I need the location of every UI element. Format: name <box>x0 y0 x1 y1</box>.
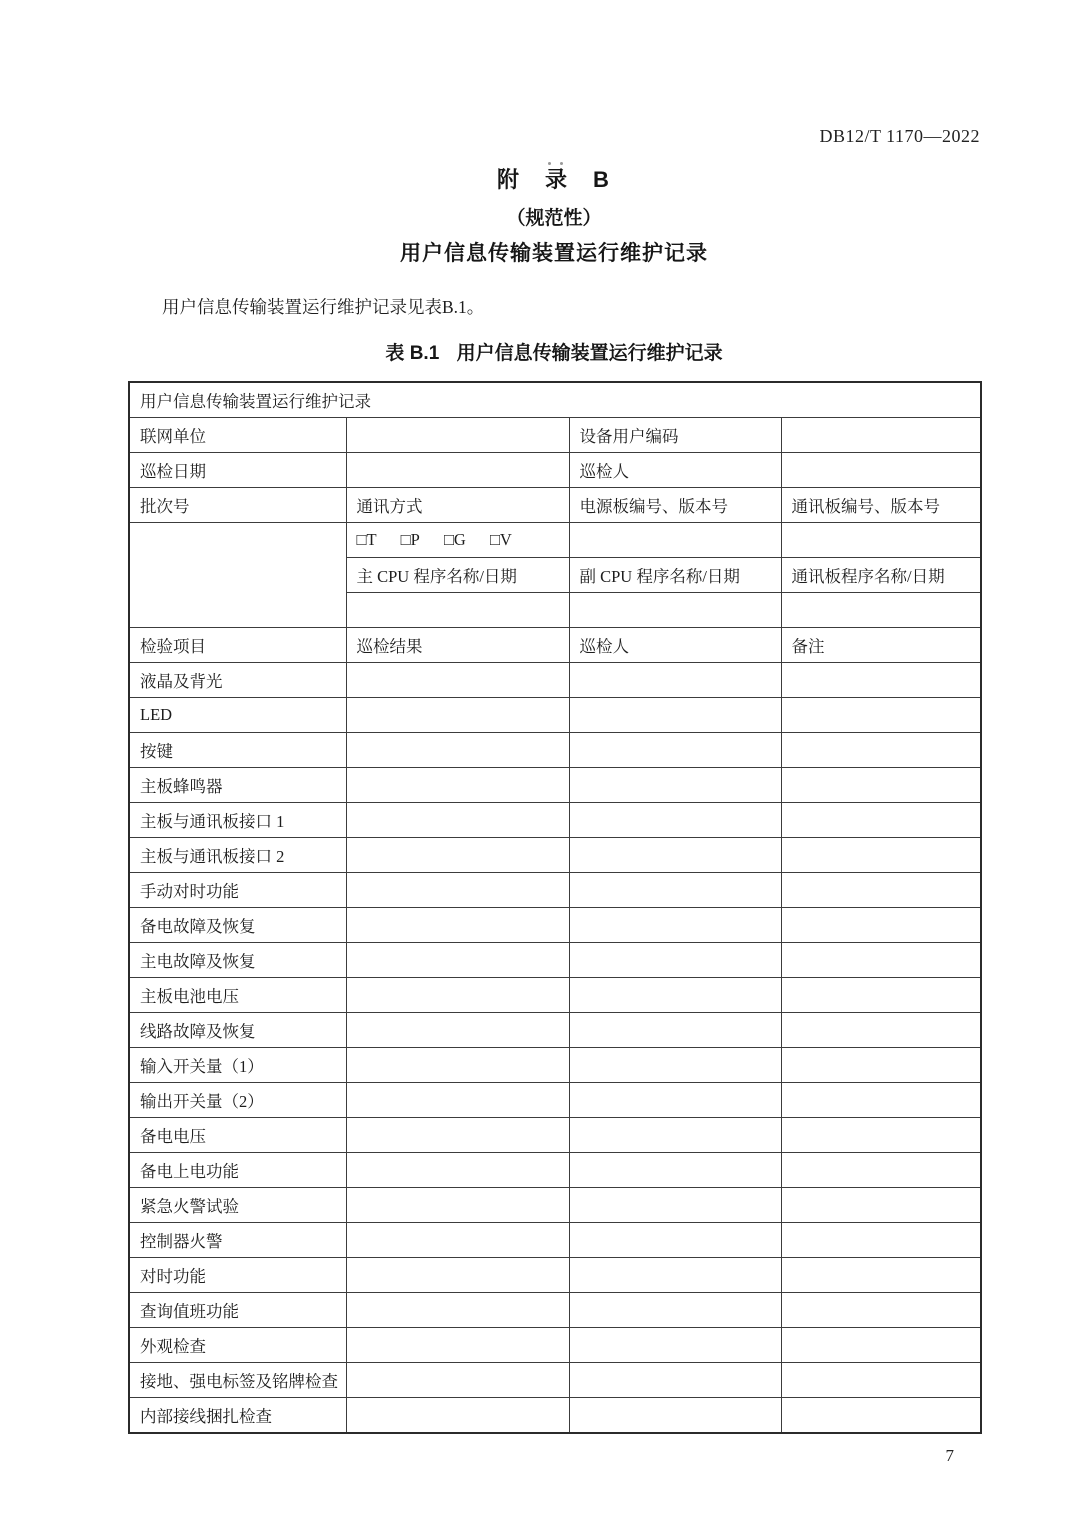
empty-cell <box>781 733 981 768</box>
empty-cell <box>569 1258 781 1293</box>
empty-cell <box>781 1258 981 1293</box>
table-title-row <box>129 382 981 418</box>
item-label: 备电上电功能 <box>129 1153 346 1188</box>
batch-row <box>129 488 981 523</box>
empty-cell <box>346 1188 569 1223</box>
comm-options-row <box>129 523 981 558</box>
item-label: 接地、强电标签及铭牌检查 <box>129 1363 346 1398</box>
empty-cell <box>781 1048 981 1083</box>
field-label-comm-mode: 通讯方式 <box>346 488 569 523</box>
table-row <box>129 1258 981 1293</box>
empty-cell <box>569 908 781 943</box>
empty-cell <box>569 838 781 873</box>
item-label: 手动对时功能 <box>129 873 346 908</box>
empty-cell <box>569 663 781 698</box>
field-label-batch-no: 批次号 <box>129 488 346 523</box>
empty-cell <box>569 1188 781 1223</box>
checkbox-option-p: □P <box>400 530 420 549</box>
empty-cell <box>781 803 981 838</box>
empty-cell <box>346 1118 569 1153</box>
empty-cell <box>129 523 346 628</box>
empty-cell <box>781 1328 981 1363</box>
field-label-main-cpu: 主 CPU 程序名称/日期 <box>346 558 569 593</box>
empty-cell <box>781 453 981 488</box>
empty-cell <box>346 1048 569 1083</box>
table-row <box>129 1223 981 1258</box>
empty-cell <box>781 593 981 628</box>
empty-cell <box>346 733 569 768</box>
empty-cell <box>781 768 981 803</box>
empty-cell <box>346 593 569 628</box>
table-row <box>129 698 981 733</box>
empty-cell <box>346 1363 569 1398</box>
field-label-sub-cpu: 副 CPU 程序名称/日期 <box>569 558 781 593</box>
info-row <box>129 453 981 488</box>
empty-cell <box>781 1013 981 1048</box>
empty-cell <box>569 803 781 838</box>
field-label-power-board: 电源板编号、版本号 <box>569 488 781 523</box>
item-label: 液晶及背光 <box>129 663 346 698</box>
item-label: 主板电池电压 <box>129 978 346 1013</box>
item-label: 主板与通讯板接口 1 <box>129 803 346 838</box>
empty-cell <box>346 1398 569 1434</box>
empty-cell <box>346 1083 569 1118</box>
appendix-normative-label: （规范性） <box>506 208 602 229</box>
item-label: LED <box>129 698 346 733</box>
table-row <box>129 873 981 908</box>
item-label: 主电故障及恢复 <box>129 943 346 978</box>
empty-cell <box>781 1293 981 1328</box>
empty-cell <box>346 838 569 873</box>
empty-cell <box>346 1258 569 1293</box>
empty-cell <box>781 663 981 698</box>
empty-cell <box>346 663 569 698</box>
item-label: 主板与通讯板接口 2 <box>129 838 346 873</box>
empty-cell <box>569 593 781 628</box>
table-caption-text: 用户信息传输装置运行维护记录 <box>456 343 723 364</box>
maintenance-record-table <box>128 381 982 1434</box>
field-label-networked-unit: 联网单位 <box>129 418 346 453</box>
page-number: 7 <box>945 1446 954 1465</box>
checkbox-option-t: □T <box>356 530 377 549</box>
table-caption <box>128 338 980 365</box>
empty-cell <box>569 523 781 558</box>
empty-cell <box>569 978 781 1013</box>
field-label-device-user-code: 设备用户编码 <box>569 418 781 453</box>
empty-cell <box>781 1083 981 1118</box>
info-row <box>129 418 981 453</box>
empty-cell <box>569 1363 781 1398</box>
table-row <box>129 1188 981 1223</box>
table-row <box>129 978 981 1013</box>
empty-cell <box>569 873 781 908</box>
empty-cell <box>781 698 981 733</box>
empty-cell <box>346 873 569 908</box>
item-label: 输入开关量（1） <box>129 1048 346 1083</box>
empty-cell <box>781 838 981 873</box>
empty-cell <box>569 1153 781 1188</box>
empty-cell <box>569 768 781 803</box>
doc-number: DB12/T 1170—2022 <box>819 126 980 146</box>
field-label-inspection-date: 巡检日期 <box>129 453 346 488</box>
comm-options-cell <box>346 523 569 558</box>
item-label: 线路故障及恢复 <box>129 1013 346 1048</box>
table-row <box>129 663 981 698</box>
empty-cell <box>781 1118 981 1153</box>
table-caption-label: 表 B.1 <box>385 343 440 364</box>
table-row <box>129 768 981 803</box>
item-label: 紧急火警试验 <box>129 1188 346 1223</box>
empty-cell <box>569 1013 781 1048</box>
empty-cell <box>346 908 569 943</box>
empty-cell <box>781 1188 981 1223</box>
empty-cell <box>346 1013 569 1048</box>
empty-cell <box>346 453 569 488</box>
empty-cell <box>346 1293 569 1328</box>
table-row <box>129 1083 981 1118</box>
empty-cell <box>781 418 981 453</box>
empty-cell <box>569 733 781 768</box>
empty-cell <box>569 1328 781 1363</box>
table-row <box>129 1398 981 1434</box>
table-row <box>129 1118 981 1153</box>
column-header-note: 备注 <box>781 628 981 663</box>
empty-cell <box>346 943 569 978</box>
empty-cell <box>569 943 781 978</box>
item-label: 按键 <box>129 733 346 768</box>
table-row <box>129 943 981 978</box>
empty-cell <box>781 1398 981 1434</box>
checkbox-option-v: □V <box>489 530 512 549</box>
item-label: 输出开关量（2） <box>129 1083 346 1118</box>
column-header-item: 检验项目 <box>129 628 346 663</box>
empty-cell <box>346 1328 569 1363</box>
table-row <box>129 1048 981 1083</box>
scan-artifact-dots <box>548 162 574 166</box>
empty-cell <box>781 1153 981 1188</box>
item-label: 外观检查 <box>129 1328 346 1363</box>
empty-cell <box>781 873 981 908</box>
field-label-comm-board: 通讯板编号、版本号 <box>781 488 981 523</box>
item-label: 对时功能 <box>129 1258 346 1293</box>
empty-cell <box>569 1293 781 1328</box>
empty-cell <box>569 698 781 733</box>
empty-cell <box>781 978 981 1013</box>
table-row <box>129 733 981 768</box>
empty-cell <box>346 803 569 838</box>
table-row <box>129 1328 981 1363</box>
empty-cell <box>346 698 569 733</box>
item-label: 主板蜂鸣器 <box>129 768 346 803</box>
appendix-title: 附 录 B <box>497 167 611 192</box>
empty-cell <box>346 418 569 453</box>
empty-cell <box>781 1223 981 1258</box>
item-label: 内部接线捆扎检查 <box>129 1398 346 1434</box>
column-header-inspector: 巡检人 <box>569 628 781 663</box>
table-row <box>129 1293 981 1328</box>
checkbox-option-g: □G <box>443 530 466 549</box>
column-header-result: 巡检结果 <box>346 628 569 663</box>
empty-cell <box>346 1153 569 1188</box>
empty-cell <box>346 768 569 803</box>
empty-cell <box>781 908 981 943</box>
empty-cell <box>569 1398 781 1434</box>
empty-cell <box>781 943 981 978</box>
empty-cell <box>569 1118 781 1153</box>
empty-cell <box>569 1083 781 1118</box>
empty-cell <box>781 523 981 558</box>
empty-cell <box>781 1363 981 1398</box>
table-row <box>129 1013 981 1048</box>
field-label-inspector: 巡检人 <box>569 453 781 488</box>
item-label: 备电故障及恢复 <box>129 908 346 943</box>
table-row <box>129 838 981 873</box>
empty-cell <box>569 1223 781 1258</box>
table-row <box>129 908 981 943</box>
intro-paragraph: 用户信息传输装置运行维护记录见表B.1。 <box>162 297 485 317</box>
empty-cell <box>569 1048 781 1083</box>
appendix-heading: 用户信息传输装置运行维护记录 <box>400 242 708 265</box>
empty-cell <box>346 1223 569 1258</box>
item-label: 控制器火警 <box>129 1223 346 1258</box>
item-label: 查询值班功能 <box>129 1293 346 1328</box>
item-label: 备电电压 <box>129 1118 346 1153</box>
table-row <box>129 1363 981 1398</box>
items-header-row <box>129 628 981 663</box>
field-label-comm-board-program: 通讯板程序名称/日期 <box>781 558 981 593</box>
table-row <box>129 803 981 838</box>
empty-cell <box>346 978 569 1013</box>
table-row <box>129 1153 981 1188</box>
table-title-cell: 用户信息传输装置运行维护记录 <box>129 382 981 418</box>
